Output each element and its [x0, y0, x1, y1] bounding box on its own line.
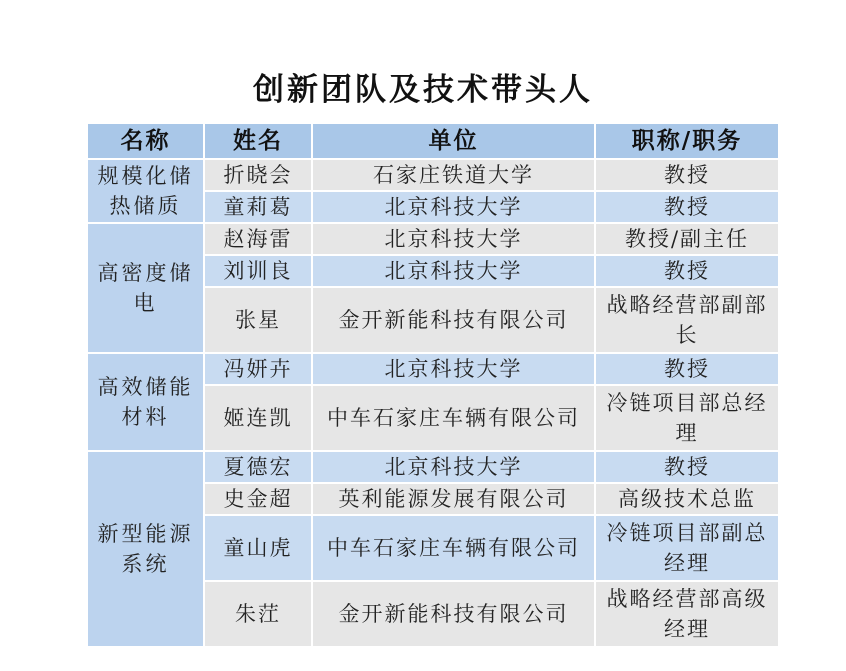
table-row — [87, 353, 779, 385]
name-cell: 朱茳 — [204, 581, 312, 647]
title-cell: 教授 — [595, 255, 779, 287]
title-cell: 教授 — [595, 353, 779, 385]
title-cell: 高级技术总监 — [595, 483, 779, 515]
name-cell: 夏德宏 — [204, 451, 312, 483]
header-field: 名称 — [87, 123, 204, 159]
unit-cell: 北京科技大学 — [312, 353, 595, 385]
name-cell: 童山虎 — [204, 515, 312, 581]
title-cell: 教授 — [595, 451, 779, 483]
name-cell: 冯妍卉 — [204, 353, 312, 385]
title-cell: 战略经营部副部长 — [595, 287, 779, 353]
title-cell: 冷链项目部副总经理 — [595, 515, 779, 581]
title-cell: 教授 — [595, 191, 779, 223]
unit-cell: 中车石家庄车辆有限公司 — [312, 515, 595, 581]
name-cell: 张星 — [204, 287, 312, 353]
unit-cell: 英利能源发展有限公司 — [312, 483, 595, 515]
unit-cell: 石家庄铁道大学 — [312, 159, 595, 191]
unit-cell: 金开新能科技有限公司 — [312, 287, 595, 353]
header-name: 姓名 — [204, 123, 312, 159]
unit-cell: 北京科技大学 — [312, 255, 595, 287]
name-cell: 童莉葛 — [204, 191, 312, 223]
unit-cell: 金开新能科技有限公司 — [312, 581, 595, 647]
header-unit: 单位 — [312, 123, 595, 159]
field-cell: 新型能源系统 — [87, 451, 204, 647]
field-cell: 高密度储电 — [87, 223, 204, 353]
title-cell: 战略经营部高级经理 — [595, 581, 779, 647]
table-row — [87, 159, 779, 191]
table-row — [87, 223, 779, 255]
unit-cell: 北京科技大学 — [312, 223, 595, 255]
title-cell: 教授 — [595, 159, 779, 191]
name-cell: 刘训良 — [204, 255, 312, 287]
field-cell: 规模化储热储质 — [87, 159, 204, 223]
name-cell: 赵海雷 — [204, 223, 312, 255]
title-cell: 教授/副主任 — [595, 223, 779, 255]
field-cell: 高效储能材料 — [87, 353, 204, 451]
header-row — [87, 123, 779, 159]
unit-cell: 北京科技大学 — [312, 451, 595, 483]
team-table — [86, 122, 780, 648]
unit-cell: 中车石家庄车辆有限公司 — [312, 385, 595, 451]
page-title: 创新团队及技术带头人 — [253, 72, 593, 108]
unit-cell: 北京科技大学 — [312, 191, 595, 223]
name-cell: 姬连凯 — [204, 385, 312, 451]
name-cell: 史金超 — [204, 483, 312, 515]
table-row — [87, 451, 779, 483]
header-title: 职称/职务 — [595, 123, 779, 159]
name-cell: 折晓会 — [204, 159, 312, 191]
title-cell: 冷链项目部总经理 — [595, 385, 779, 451]
